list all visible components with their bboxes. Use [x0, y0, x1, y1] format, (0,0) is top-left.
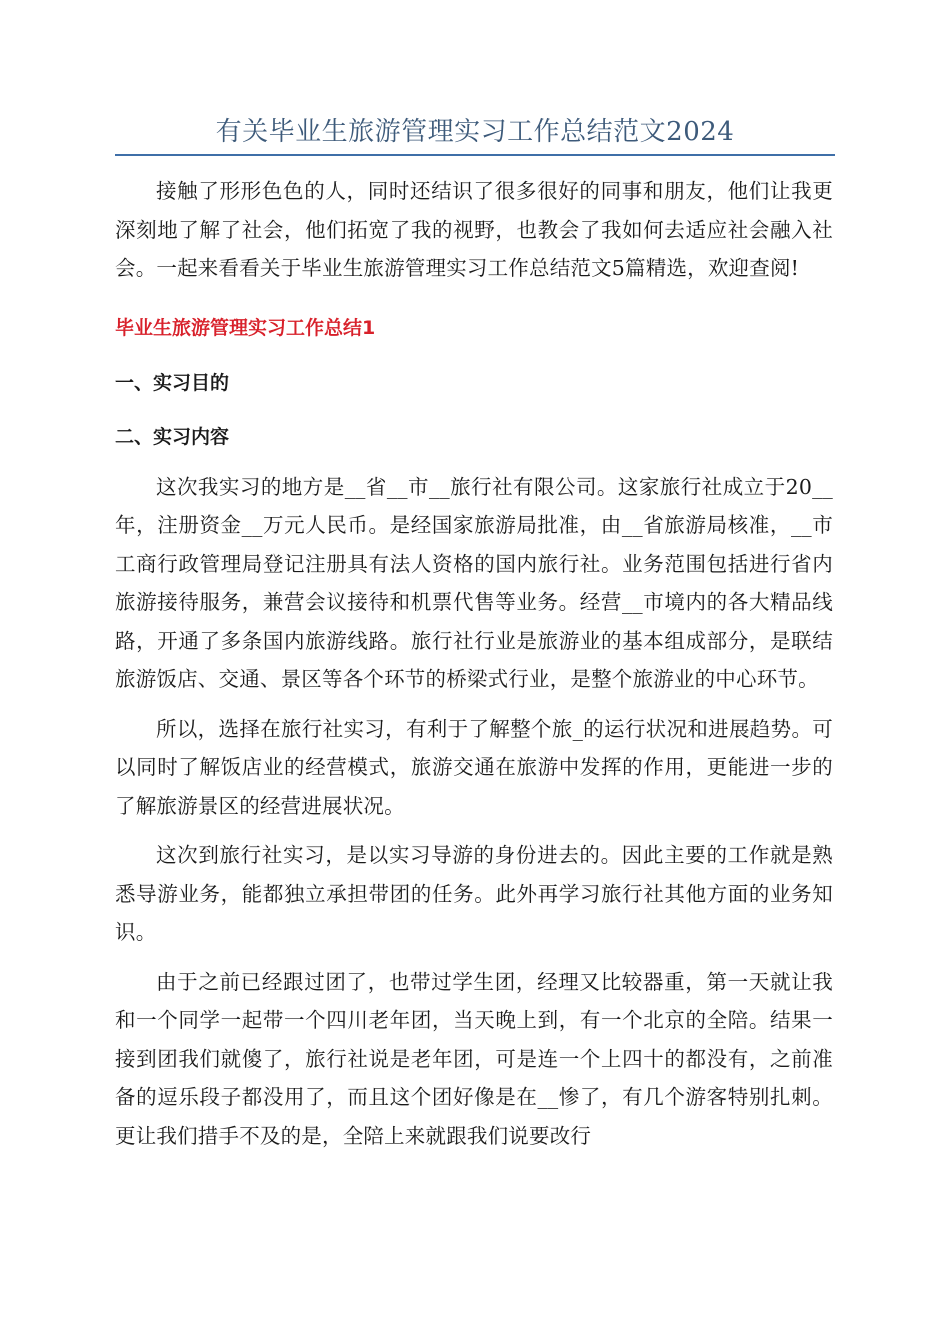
- intro-paragraph: 接触了形形色色的人，同时还结识了很多很好的同事和朋友，他们让我更深刻地了解了社会，他们拓宽了我的视野，也教会了我如何去适应社会融入社会。一起来看看关于毕业生旅游管理实习工作总结范文5篇精选，欢迎查阅!: [115, 179, 833, 280]
- document-body: [115, 172, 833, 1166]
- heading-purpose: 一、实习目的: [115, 371, 230, 394]
- body-paragraph: 这次到旅行社实习，是以实习导游的身份进去的。因此主要的工作就是熟悉导游业务，能都独立承担带团的任务。此外再学习旅行社其他方面的业务知识。: [115, 843, 833, 944]
- body-paragraph: 由于之前已经跟过团了，也带过学生团，经理又比较器重，第一天就让我和一个同学一起带一个四川老年团，当天晚上到，有一个北京的全陪。结果一接到团我们就傻了，旅行社说是老年团，可是连一个上四十的都没有，之前准备的逗乐段子都没用了，而且这个团好像是在__惨了，有几个游客特别扎刺。更让我们措手不及的是，全陪上来就跟我们说要改行: [115, 969, 833, 1148]
- section-title: 毕业生旅游管理实习工作总结1: [115, 316, 376, 339]
- body-paragraph: 所以，选择在旅行社实习，有利于了解整个旅_的运行状况和进展趋势。可以同时了解饭店业的经营模式，旅游交通在旅游中发挥的作用，更能进一步的了解旅游景区的经营进展状况。: [115, 716, 833, 818]
- body-paragraph: 这次我实习的地方是__省__市__旅行社有限公司。这家旅行社成立于20__年，注册资金__万元人民币。是经国家旅游局批准，由__省旅游局核准，__市工商行政管理局登记注册具有法人资格的国内旅行社。业务范围包括进行省内旅游接待服务，兼营会议接待和机票代售等业务。经营__市境内的各大精品线路，开通了多条国内旅游线路。旅行社行业是旅游业的基本组成部分，是联结旅游饭店、交通、景区等各个环节的桥梁式行业，是整个旅游业的中心环节。: [115, 474, 833, 691]
- document-title: 有关毕业生旅游管理实习工作总结范文2024: [215, 117, 735, 147]
- title-underline: [115, 154, 835, 156]
- heading-content: 二、实习内容: [115, 425, 230, 448]
